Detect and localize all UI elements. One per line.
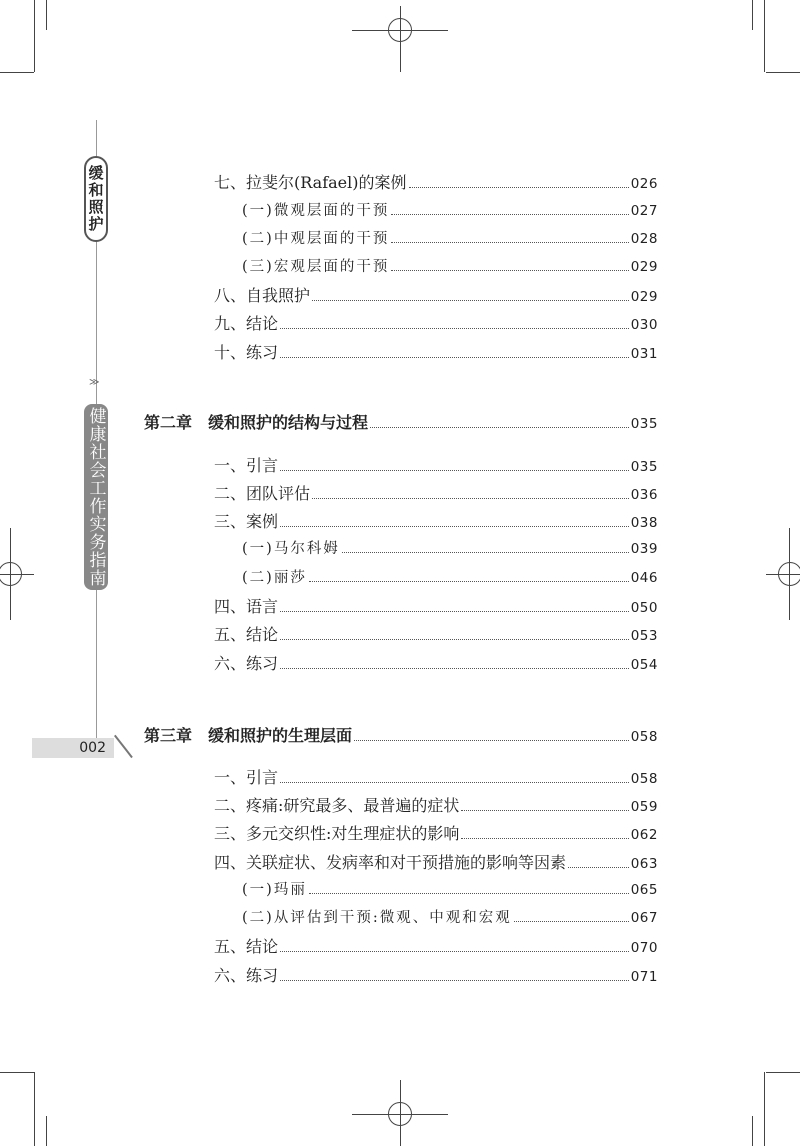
toc-page-number: 062: [630, 827, 658, 843]
toc-page-number: 026: [630, 176, 658, 192]
toc-leader-dots: [461, 838, 628, 839]
toc-entry-title: (二)中观层面的干预: [242, 231, 390, 247]
toc-section[interactable]: [214, 793, 658, 816]
toc-section[interactable]: [214, 453, 658, 476]
toc-entry-title: (三)宏观层面的干预: [242, 259, 390, 275]
toc-leader-dots: [280, 951, 629, 952]
toc-entry-title: 三、多元交织性:对生理症状的影响: [214, 824, 460, 843]
toc-page-number: 067: [630, 910, 658, 926]
toc-page-number: 058: [630, 771, 658, 787]
book-title: 缓和照护: [84, 156, 108, 242]
toc-entry-title: 九、结论: [214, 314, 279, 333]
toc-entry-title: (一)玛丽: [242, 882, 307, 898]
toc-leader-dots: [280, 328, 629, 329]
toc-page-number: 039: [630, 541, 658, 557]
toc-leader-dots: [391, 214, 628, 215]
toc-leader-dots: [514, 921, 629, 922]
toc-page-number: 070: [630, 940, 658, 956]
toc-section[interactable]: [214, 765, 658, 788]
toc-entry-title: 四、语言: [214, 597, 279, 616]
toc-page-number: 071: [630, 969, 658, 985]
toc-page-number: 046: [630, 570, 658, 586]
toc-entry-title: 二、疼痛:研究最多、最普遍的症状: [214, 796, 460, 815]
toc-leader-dots: [280, 782, 629, 783]
toc-entry-title: 六、练习: [214, 654, 279, 673]
chevron-down-icon: ≫: [89, 377, 100, 388]
series-title: 健康社会工作实务指南: [84, 404, 108, 590]
toc-section[interactable]: [214, 934, 658, 957]
toc-leader-dots: [568, 867, 629, 868]
toc-leader-dots: [370, 427, 629, 428]
toc-leader-dots: [280, 526, 629, 527]
toc-page-number: 027: [630, 203, 658, 219]
toc-entry-title: 五、结论: [214, 937, 279, 956]
toc-entry-title: 四、关联症状、发病率和对干预措施的影响等因素: [214, 853, 567, 872]
toc-entry-title: 第二章 缓和照护的结构与过程: [144, 413, 369, 432]
toc-section[interactable]: [214, 170, 658, 193]
toc-leader-dots: [391, 242, 628, 243]
toc-leader-dots: [280, 470, 629, 471]
toc-leader-dots: [342, 552, 629, 553]
toc-chapter[interactable]: [144, 723, 658, 746]
toc-subsection[interactable]: [242, 878, 658, 899]
toc-subsection[interactable]: [242, 227, 658, 248]
toc-page-number: 063: [630, 856, 658, 872]
toc-page-number: 053: [630, 628, 658, 644]
toc-leader-dots: [391, 270, 628, 271]
toc-leader-dots: [280, 668, 629, 669]
toc-leader-dots: [354, 740, 629, 741]
toc-page-number: 058: [630, 729, 658, 745]
toc-entry-title: 二、团队评估: [214, 484, 311, 503]
toc-page-number: 031: [630, 346, 658, 362]
toc-section[interactable]: [214, 651, 658, 674]
toc-page-number: 029: [630, 259, 658, 275]
toc-page-number: 050: [630, 600, 658, 616]
toc-entry-title: 五、结论: [214, 625, 279, 644]
toc-entry-title: 一、引言: [214, 456, 279, 475]
toc-section[interactable]: [214, 821, 658, 844]
toc-subsection[interactable]: [242, 906, 658, 927]
toc-subsection[interactable]: [242, 537, 658, 558]
toc-section[interactable]: [214, 850, 658, 873]
toc-chapter[interactable]: [144, 410, 658, 433]
toc-entry-title: 六、练习: [214, 966, 279, 985]
toc-leader-dots: [309, 581, 629, 582]
toc-page-number: 029: [630, 289, 658, 305]
toc-section[interactable]: [214, 481, 658, 504]
toc-section[interactable]: [214, 340, 658, 363]
toc-section[interactable]: [214, 594, 658, 617]
toc-leader-dots: [280, 357, 629, 358]
toc-section[interactable]: [214, 283, 658, 306]
toc-leader-dots: [280, 611, 629, 612]
toc-leader-dots: [312, 300, 629, 301]
toc-section[interactable]: [214, 311, 658, 334]
page-number: 002: [32, 738, 114, 758]
toc-entry-title: (二)从评估到干预:微观、中观和宏观: [242, 910, 512, 926]
toc-page-number: 036: [630, 487, 658, 503]
toc-page-number: 028: [630, 231, 658, 247]
toc-page-number: 035: [630, 416, 658, 432]
toc-entry-title: (一)马尔科姆: [242, 541, 340, 557]
toc-section[interactable]: [214, 622, 658, 645]
toc-subsection[interactable]: [242, 255, 658, 276]
toc-leader-dots: [461, 810, 628, 811]
toc-page-number: 030: [630, 317, 658, 333]
toc-subsection[interactable]: [242, 199, 658, 220]
page-tab-divider: [114, 735, 133, 758]
toc-entry-title: 十、练习: [214, 343, 279, 362]
toc-page-number: 054: [630, 657, 658, 673]
toc-leader-dots: [280, 639, 629, 640]
toc-leader-dots: [309, 893, 629, 894]
toc-entry-title: (二)丽莎: [242, 570, 307, 586]
toc-entry-title: 七、拉斐尔(Rafael)的案例: [214, 173, 407, 192]
toc-entry-title: 第三章 缓和照护的生理层面: [144, 726, 353, 745]
toc-entry-title: 八、自我照护: [214, 286, 311, 305]
toc-subsection[interactable]: [242, 566, 658, 587]
toc-entry-title: (一)微观层面的干预: [242, 203, 390, 219]
toc-leader-dots: [312, 498, 629, 499]
toc-leader-dots: [280, 980, 629, 981]
toc-page-number: 065: [630, 882, 658, 898]
toc-section[interactable]: [214, 963, 658, 986]
toc-section[interactable]: [214, 509, 658, 532]
toc-leader-dots: [409, 187, 629, 188]
toc-page-number: 059: [630, 799, 658, 815]
toc-entry-title: 一、引言: [214, 768, 279, 787]
toc-entry-title: 三、案例: [214, 512, 279, 531]
toc-page-number: 035: [630, 459, 658, 475]
toc-page-number: 038: [630, 515, 658, 531]
